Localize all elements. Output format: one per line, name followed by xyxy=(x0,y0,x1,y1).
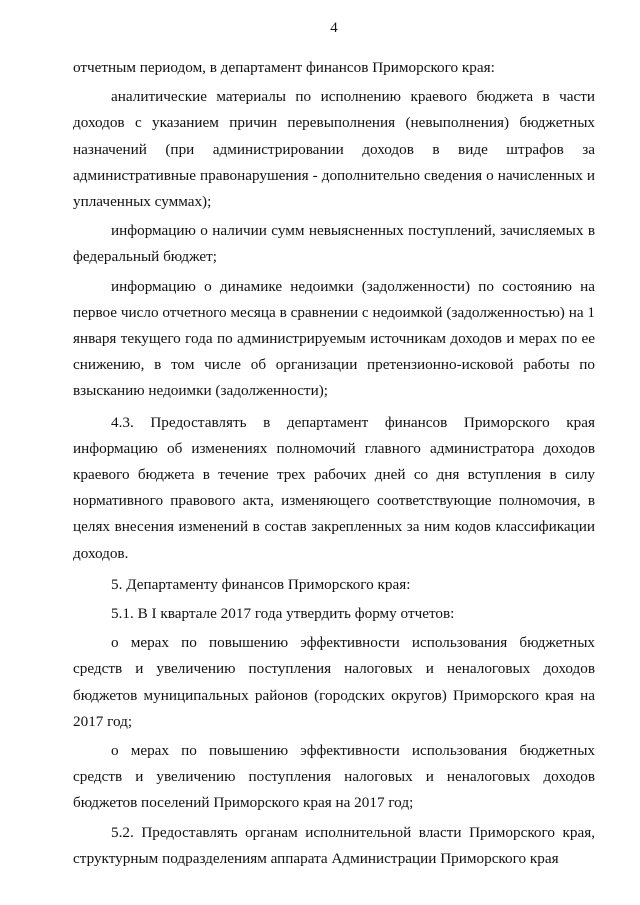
paragraph-section-5: 5. Департаменту финансов Приморского края: xyxy=(111,575,411,593)
paragraph-report-municipal: о мерах по повышению эффективности использования бюджетных средств и увеличению поступления налоговых и неналоговых доходов бюджетов муниципальных районов (городских округов) Приморского края на 2017 год; xyxy=(73,634,595,730)
paragraph-unclarified-receipts: информацию о наличии сумм невыясненных поступлений, зачисляемых в федеральный бюджет; xyxy=(73,222,595,266)
document-body xyxy=(73,55,595,872)
paragraph-arrears-dynamics: информацию о динамике недоимки (задолженности) по состоянию на первое число отчетного месяца в сравнении с недоимкой (задолженностью) на 1 января текущего года по администрируемым источникам доходов и мерах по ее снижению, в том числе об организации претензионно-исковой работы по взысканию недоимки (задолженности); xyxy=(73,277,595,400)
paragraph-section-4-3: 4.3. Предоставлять в департамент финансов Приморского края информацию об изменениях полномочий главного администратора доходов краевого бюджета в течение трех рабочих дней со дня вступления в силу нормативного правового акта, изменяющего соответствующие полномочия, в целях внесения изменений в состав закрепленных за ним кодов классификации доходов. xyxy=(73,413,595,562)
page-number: 4 xyxy=(330,20,338,36)
paragraph-continuation: отчетным периодом, в департамент финансов Приморского края: xyxy=(73,59,495,76)
paragraph-section-5-1: 5.1. В I квартале 2017 года утвердить форму отчетов: xyxy=(111,605,455,623)
paragraph-analytical-materials: аналитические материалы по исполнению краевого бюджета в части доходов с указанием причин перевыполнения (невыполнения) бюджетных назначений (при администрировании доходов в виде штрафов за административные правонарушения - дополнительно сведения о начисленных и уплаченных суммах); xyxy=(73,88,595,211)
paragraph-section-5-2: 5.2. Предоставлять органам исполнительной власти Приморского края, структурным подразделениям аппарата Администрации Приморского края xyxy=(73,823,595,867)
paragraph-report-settlements: о мерах по повышению эффективности использования бюджетных средств и увеличению поступления налоговых и неналоговых доходов бюджетов поселений Приморского края на 2017 год; xyxy=(73,742,595,812)
